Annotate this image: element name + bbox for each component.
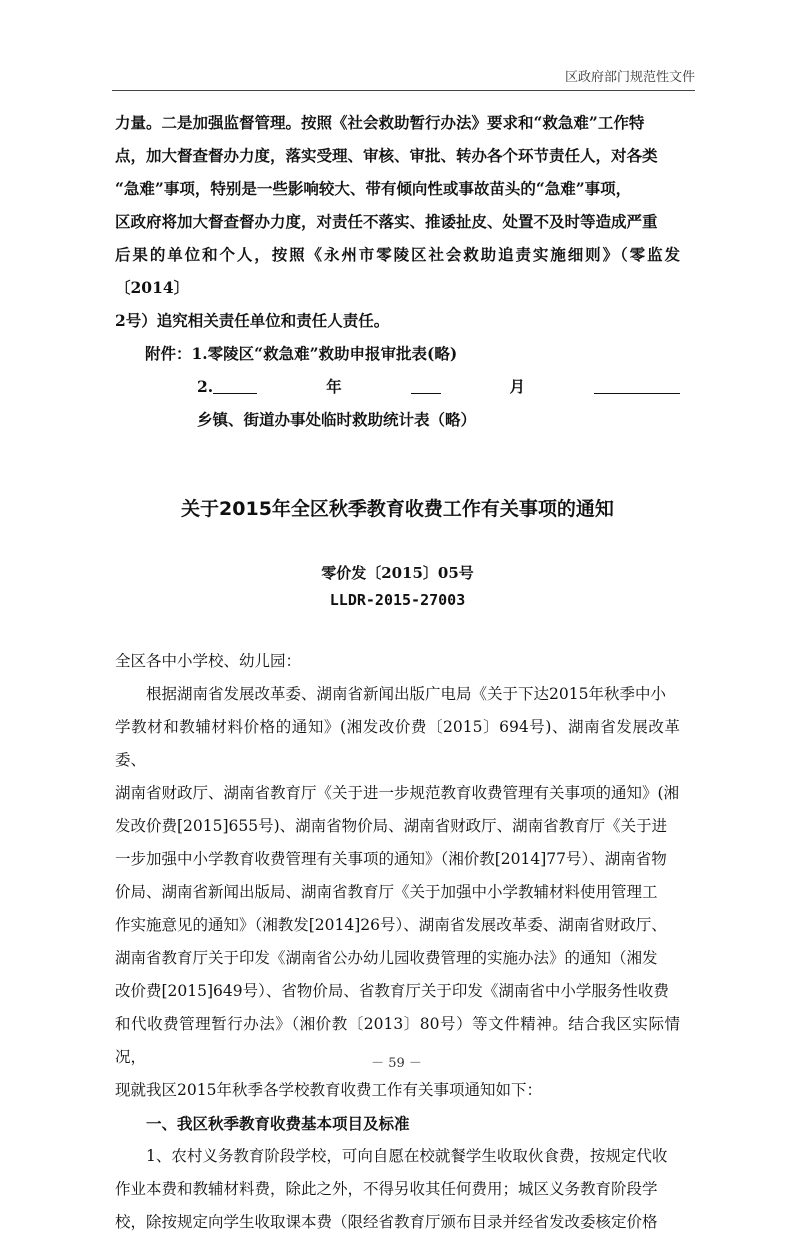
text-line: 根据湖南省发展改革委、湖南省新闻出版广电局《关于下达2015年秋季中小 [146,685,666,703]
section-body [115,1140,680,1239]
blank-line [213,377,257,394]
text-line: 作业本费和教辅材料费，除此之外，不得另收其任何费用；城区义务教育阶段学 [115,1180,658,1198]
blank-line [411,377,441,394]
text-line: 1、农村义务教育阶段学校，可向自愿在校就餐学生收取伙食费，按规定代收 [146,1147,668,1165]
salutation: 全区各中小学校、幼儿园： [115,652,302,670]
document-code: LLDR-2015-27003 [329,591,466,609]
text-line: 湖南省财政厅、湖南省教育厅《关于进一步规范教育收费管理有关事项的通知》(湘 [115,784,680,802]
text-line: 后果的单位和个人，按照《永州市零陵区社会救助追责实施细则》（零监发〔2014〕 [115,245,680,297]
text-line: 点，加大督查督办力度，落实受理、审核、审批、转办各个环节责任人，对各类 [115,146,658,165]
text-line: “急难”事项，特别是一些影响较大、带有倾向性或事故苗头的“急难”事项， [115,179,632,198]
text-line: 区政府将加大督查督办力度，对责任不落实、推诿扯皮、处置不及时等造成严重 [115,212,658,231]
text-line: 校，除按规定向学生收取课本费（限经省教育厅颁布目录并经省发改委核定价格 [115,1213,658,1231]
attachment-2 [115,370,680,436]
notice-title: 关于2015年全区秋季教育收费工作有关事项的通知 [181,498,614,520]
previous-section [115,106,680,436]
page-number: － 59 － [371,1056,422,1071]
attachment-2-suffix: 乡镇、街道办事处临时救助统计表（略） [197,410,477,429]
text-line: 发改价费[2015]655号)、湖南省物价局、湖南省财政厅、湖南省教育厅《关于进 [115,817,668,835]
attachment-2-prefix: 2. [197,377,214,396]
text-line: 作实施意见的通知》（湘教发[2014]26号）、湖南省发展改革委、湖南省财政厅、 [115,916,667,934]
text-line: 力量。二是加强监督管理。按照《社会救助暂行办法》要求和“救急难”工作特 [115,113,645,132]
attachment-2-month: 月 [440,377,594,396]
blank-line [594,377,680,394]
document-number: 零价发〔2015〕05号 [321,564,474,582]
text-line: 改价费[2015]649号）、省物价局、省教育厅关于印发《湖南省中小学服务性收费 [115,982,669,1000]
text-line: 一步加强中小学教育收费管理有关事项的通知》（湘价教[2014]77号）、湖南省物 [115,850,667,868]
attachment-2-year: 年 [257,377,411,396]
header-divider [112,90,695,91]
running-header: 区政府部门规范性文件 [564,70,695,85]
text-line: 2号）追究相关责任单位和责任人责任。 [115,311,390,330]
text-line: 湖南省教育厅关于印发《湖南省公办幼儿园收费管理的实施办法》的通知（湘发 [115,949,658,967]
text-line: 学教材和教辅材料价格的通知》(湘发改价费〔2015〕694号)、湖南省发展改革委、 [115,718,680,769]
section-heading: 一、我区秋季教育收费基本项目及标准 [146,1114,410,1133]
text-line: 和代收费管理暂行办法》（湘价教〔2013〕80号）等文件精神。结合我区实际情况， [115,1015,680,1066]
text-line: 价局、湖南省新闻出版局、湖南省教育厅《关于加强中小学教辅材料使用管理工 [115,883,658,901]
attachment-1: 附件：1.零陵区“救急难”救助申报审批表(略) [145,344,458,363]
notice-body [115,678,680,1107]
text-line: 现就我区2015年秋季各学校教育收费工作有关事项通知如下： [115,1081,542,1099]
